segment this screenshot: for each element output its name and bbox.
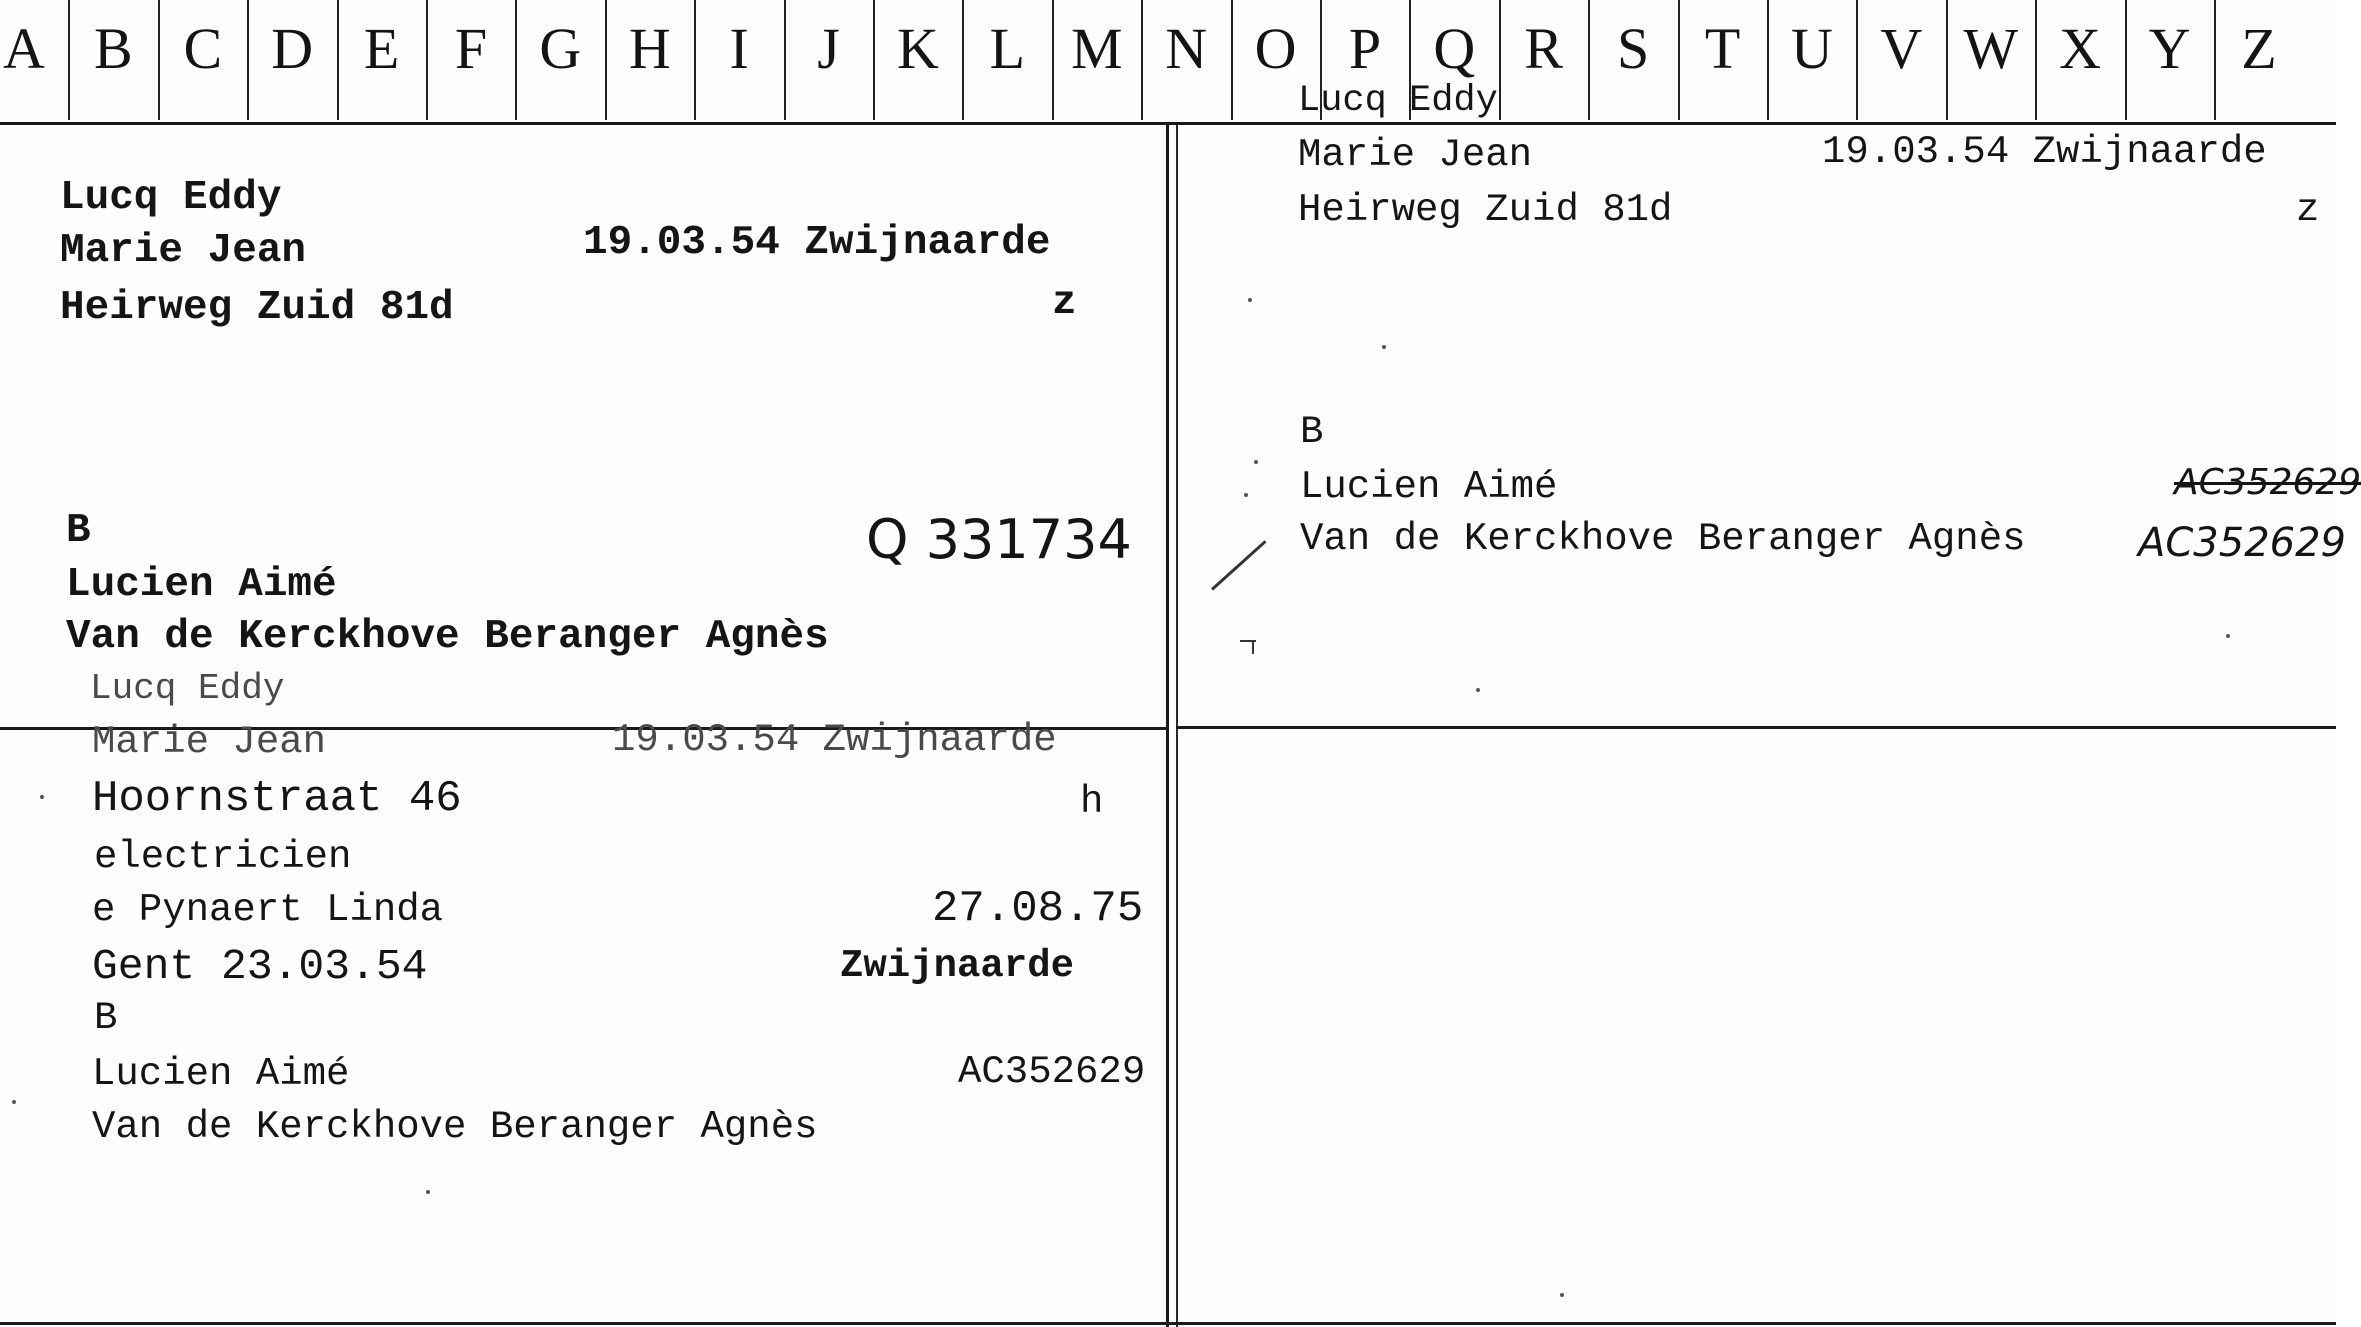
card-given-names: Marie Jean [92,720,327,764]
alphabet-letter-q: Q [1433,16,1476,81]
alphabet-letter-j: J [817,16,840,81]
card-mother: Van de Kerckhove Beranger Agnès [66,614,829,660]
card-mother: Van de Kerckhove Beranger Agnès [92,1105,818,1149]
alphabet-letter-y: Y [2148,16,2191,81]
alphabet-divider [605,0,607,120]
card-spouse-birth: Gent 23.03.54 [92,942,428,991]
card-surname: Lucq Eddy [90,668,285,709]
card-birth-date-place: 19.03.54 Zwijnaarde [1822,130,2267,174]
alphabet-divider [694,0,696,120]
bottom-rule [0,1322,2336,1325]
alphabet-letter-e: E [363,16,400,81]
alphabet-divider [1856,0,1858,120]
alphabet-divider [158,0,160,120]
alphabet-letter-f: F [454,16,488,81]
card-status-mark: z [1052,280,1077,326]
card-number: Q 331734 [866,508,1132,571]
card-number: AC352629 [2138,520,2346,566]
alphabet-divider [1946,0,1948,120]
card-status-mark: z [2296,188,2320,232]
scan-speck [1248,298,1252,302]
alphabet-letter-d: D [271,16,314,81]
card-address: Heirweg Zuid 81d [1298,188,1673,232]
mid-rule-right [1176,726,2336,729]
card-status-mark: h [1080,780,1104,824]
alphabet-letter-u: U [1790,16,1833,81]
card-marriage-place: Zwijnaarde [840,944,1075,988]
scan-speck [40,795,44,799]
card-address: Heirweg Zuid 81d [60,285,454,331]
alphabet-divider [962,0,964,120]
scan-speck [426,1190,430,1194]
card-mother: Van de Kerckhove Beranger Agnès [1300,517,2026,561]
pencil-stroke [1211,540,1267,590]
alphabet-divider [873,0,875,120]
card-marriage-date: 27.08.75 [932,884,1144,934]
scan-speck [1382,345,1386,349]
fold-mark [1252,640,1254,654]
scan-speck [2226,634,2230,638]
card-spouse: e Pynaert Linda [92,888,444,932]
alphabet-letter-z: Z [2241,16,2277,81]
alphabet-divider [68,0,70,120]
alphabet-letter-w: W [1963,16,2019,81]
alphabet-letter-l: L [989,16,1026,81]
card-birth-date-place: 19.03.54 Zwijnaarde [612,718,1057,762]
alphabet-divider [1052,0,1054,120]
card-number-struck: AC352629 [2174,462,2361,503]
alphabet-divider [247,0,249,120]
alphabet-divider [2125,0,2127,120]
center-divider [1166,125,1169,1327]
alphabet-letter-h: H [628,16,671,81]
alphabet-divider [1678,0,1680,120]
card-occupation: electricien [94,835,352,879]
card-address: Hoornstraat 46 [92,774,462,824]
card-given-names: Marie Jean [1298,133,1533,177]
alphabet-index-row [0,0,2336,122]
alphabet-letter-x: X [2059,16,2102,81]
alphabet-letter-r: R [1524,16,1564,81]
card-nationality: B [1300,410,1324,454]
alphabet-letter-k: K [897,16,939,81]
alphabet-letter-t: T [1704,16,1741,81]
alphabet-divider [1499,0,1501,120]
card-surname: Lucq Eddy [1298,80,1498,122]
alphabet-divider [784,0,786,120]
alphabet-letter-i: I [729,16,749,81]
alphabet-letter-b: B [94,16,133,81]
alphabet-letter-p: P [1348,16,1382,81]
scan-speck [1254,460,1258,464]
alphabet-letter-s: S [1617,16,1650,81]
alphabet-letter-v: V [1880,16,1923,81]
scan-speck [1560,1293,1564,1297]
alphabet-divider [2035,0,2037,120]
alphabet-divider [1588,0,1590,120]
card-nationality: B [94,996,118,1040]
alphabet-divider [337,0,339,120]
scan-speck [1244,493,1248,497]
card-surname: Lucq Eddy [60,175,282,221]
scan-speck [12,1100,16,1104]
card-nationality: B [66,508,91,554]
alphabet-divider [1767,0,1769,120]
card-father: Lucien Aimé [66,562,337,608]
alphabet-divider [1231,0,1233,120]
scan-speck [1476,688,1480,692]
alphabet-letter-m: M [1070,16,1123,81]
alphabet-letter-n: N [1165,16,1208,81]
card-birth-date-place: 19.03.54 Zwijnaarde [583,220,1051,266]
alphabet-divider [1141,0,1143,120]
card-father: Lucien Aimé [1300,465,1558,509]
alphabet-letter-o: O [1254,16,1297,81]
alphabet-letter-g: G [539,16,582,81]
card-number: AC352629 [958,1050,1146,1094]
card-father: Lucien Aimé [92,1052,350,1096]
card-given-names: Marie Jean [60,228,307,274]
alphabet-letter-c: C [183,16,223,81]
alphabet-divider [2214,0,2216,120]
alphabet-divider [426,0,428,120]
alphabet-divider [515,0,517,120]
alphabet-letter-a: A [3,16,45,81]
